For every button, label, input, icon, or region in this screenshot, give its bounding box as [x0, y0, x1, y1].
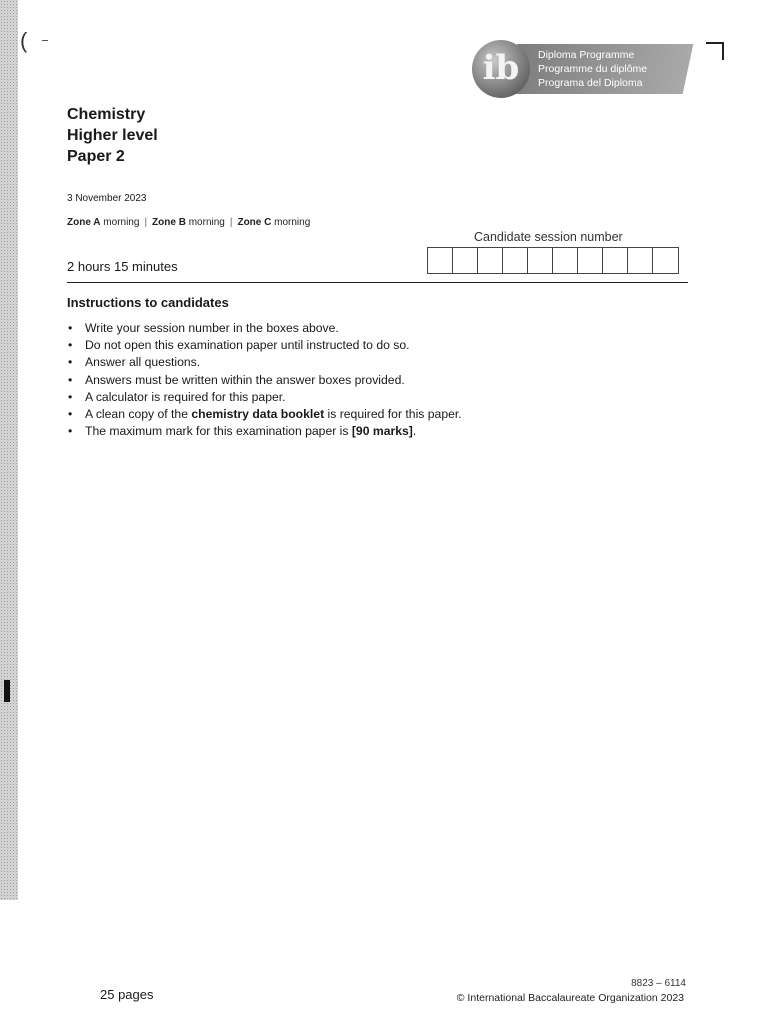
zone-separator: |: [229, 217, 233, 228]
session-digit-box[interactable]: [453, 248, 478, 273]
session-digit-box[interactable]: [553, 248, 578, 273]
instruction-text: Answer all questions.: [85, 355, 201, 370]
session-digit-box[interactable]: [603, 248, 628, 273]
instruction-item: [67, 320, 462, 337]
corner-registration-mark: [706, 42, 724, 60]
ib-logo-line: Programme du diplôme: [538, 63, 648, 75]
zone-label: Zone C: [237, 217, 272, 228]
exam-date: 3 November 2023: [67, 193, 147, 204]
instruction-text: Answers must be written within the answer boxes provided.: [85, 372, 405, 387]
instruction-emphasis: chemistry data booklet: [191, 407, 325, 422]
paper-number: Paper 2: [67, 148, 125, 165]
instruction-text: Write your session number in the boxes above.: [85, 321, 339, 335]
instruction-item: [67, 389, 462, 406]
zone-label: Zone B: [152, 217, 186, 228]
ib-logo: [472, 40, 692, 102]
session-digit-box[interactable]: [528, 248, 553, 273]
instruction-text: A calculator is required for this paper.: [85, 389, 286, 404]
candidate-session-boxes[interactable]: [427, 247, 679, 274]
binder-mark: (: [20, 28, 28, 53]
ib-logo-text: [538, 48, 647, 90]
zone-time: morning: [274, 217, 311, 228]
instruction-text: A clean copy of the: [85, 407, 192, 422]
zone-label: Zone A: [67, 217, 101, 228]
copyright-notice: © International Baccalaureate Organization 2023: [456, 992, 684, 1004]
instruction-text: The maximum mark for this examination paper is: [85, 424, 352, 439]
paper-heading: [67, 104, 158, 167]
instruction-item: [67, 337, 462, 354]
session-digit-box[interactable]: [478, 248, 503, 273]
instructions-list: [67, 320, 462, 440]
instructions-title: Instructions to candidates: [67, 295, 229, 310]
instruction-item: [67, 354, 462, 371]
instruction-text: .: [412, 424, 417, 439]
ib-logo-line: Programa del Diploma: [538, 77, 643, 89]
scan-edge-strip: [0, 0, 18, 900]
session-digit-box[interactable]: [628, 248, 653, 273]
instruction-item: [67, 372, 462, 389]
subject-level: Higher level: [67, 127, 158, 144]
instruction-item: [67, 406, 462, 423]
ib-logo-circle: ib: [472, 40, 530, 98]
session-digit-box[interactable]: [653, 248, 678, 273]
page-count: 25 pages: [100, 987, 154, 1002]
subject-title: Chemistry: [67, 106, 146, 123]
ib-logo-line: Diploma Programme: [538, 49, 635, 61]
session-digit-box[interactable]: [503, 248, 528, 273]
binder-dash: [42, 40, 48, 41]
zone-separator: |: [144, 217, 148, 228]
instruction-text: Do not open this examination paper until instructed to do so.: [85, 338, 410, 353]
exam-duration: 2 hours 15 minutes: [67, 259, 178, 274]
paper-code: 8823 – 6114: [631, 978, 686, 989]
session-digit-box[interactable]: [578, 248, 603, 273]
scan-mark: [4, 680, 10, 702]
zone-line: [67, 217, 310, 228]
session-digit-box[interactable]: [428, 248, 453, 273]
candidate-session-label: Candidate session number: [474, 230, 623, 244]
instruction-emphasis: [90 marks]: [351, 424, 413, 439]
instruction-item: [67, 423, 462, 440]
instruction-text: is required for this paper.: [324, 407, 462, 422]
zone-time: morning: [188, 217, 225, 228]
header-divider: [67, 282, 688, 283]
zone-time: morning: [103, 217, 140, 228]
